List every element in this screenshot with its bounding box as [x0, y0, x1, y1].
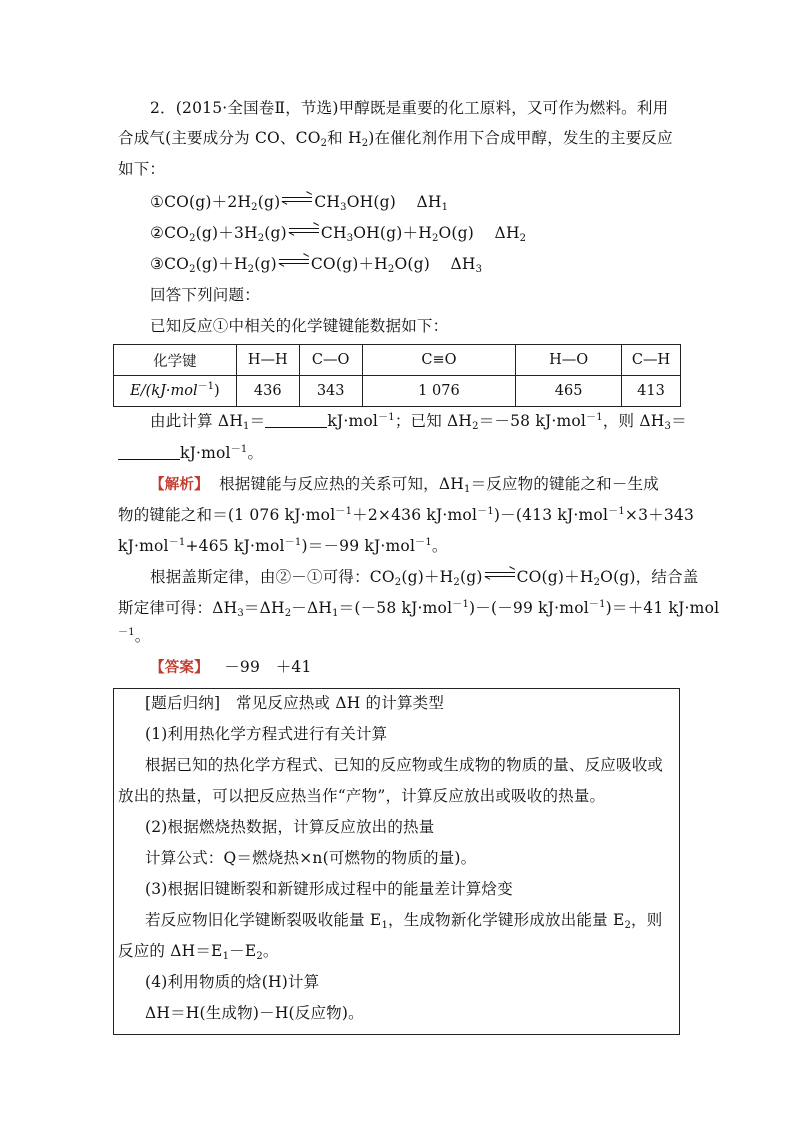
answer-tag: 【答案】: [150, 660, 209, 676]
table-row-label: E/(kJ·mol$^{-1}$): [114, 376, 237, 407]
equilibrium-arrow-icon: [289, 226, 319, 236]
summary-text: 根据已知的热化学方程式、已知的反应物或生成物的物质的量、反应吸收或: [145, 756, 664, 774]
summary-item-3: (3)根据旧键断裂和新键形成过程中的能量差计算焓变: [145, 880, 513, 898]
question-line-1: 2．(2015·全国卷Ⅱ，节选)甲醇既是重要的化工原料，又可作为燃料。利用: [150, 99, 669, 117]
table-cell: H—H: [236, 345, 299, 376]
table-cell: 343: [299, 376, 362, 407]
analysis-line-4: 根据盖斯定律，由②－①可得：$CO_2(g)+H_2(g)$ $CO(g)+H_2O(g)$，结合盖: [150, 568, 699, 588]
table-cell: C—O: [299, 345, 362, 376]
question-source: (2015·全国卷Ⅱ，节选): [175, 99, 339, 117]
table-header-label: 化学键: [114, 345, 237, 376]
bond-energy-table: [113, 344, 681, 407]
known-line: 已知反应①中相关的化学键键能数据如下：: [150, 317, 449, 335]
equilibrium-arrow-icon: [282, 195, 312, 205]
table-cell: H—O: [516, 345, 622, 376]
summary-text: 放出的热量，可以把反应热当作“产物”，计算反应放出或吸收的热量。: [118, 787, 606, 805]
table-cell: 436: [236, 376, 299, 407]
analysis-line-1: 【解析】 根据键能与反应热的关系可知，$\Delta H_1=$反应物的键能之和－生成: [150, 475, 659, 495]
summary-item-4: (4)利用物质的焓(H)计算: [145, 973, 320, 991]
answer-blank-2: [118, 443, 180, 460]
table-cell: 465: [516, 376, 622, 407]
table-cell: C—H: [622, 345, 681, 376]
reaction-1: $①CO(g)+2H_2(g)$ $CH_3OH(g)$ $\Delta H_1$: [150, 193, 449, 213]
summary-item-1: (1)利用热化学方程式进行有关计算: [145, 725, 388, 743]
summary-text: ΔH＝H(生成物)－H(反应物)。: [145, 1004, 364, 1022]
calc-line-2: kJ·mol$^{-1}$。: [118, 442, 263, 464]
table-cell: C≡O: [362, 345, 516, 376]
summary-title: [题后归纳] 常见反应热或 ΔH 的计算类型: [145, 694, 445, 712]
analysis-line-2: 物的键能之和＝(1 076 kJ·mol$^{-1}$＋2×436 kJ·mol$^{-1}$)－(413 kJ·mol$^{-1}$×3＋343: [118, 506, 695, 524]
analysis-line-6: $^{-1}$。: [118, 627, 151, 645]
table-row: [114, 345, 681, 376]
reaction-3: $③CO_2(g)+H_2(g)$ $CO(g)+H_2O(g)$ $\Delta H_3$: [150, 255, 483, 275]
answer-line: [150, 656, 312, 679]
question-number: 2．: [150, 99, 176, 117]
table-cell: 413: [622, 376, 681, 407]
ask-line: 回答下列问题：: [150, 286, 260, 304]
table-cell: 1 076: [362, 376, 516, 407]
answer-blank-1: [265, 411, 327, 428]
table-row: [114, 376, 681, 407]
analysis-line-3: kJ·mol$^{-1}$+465 kJ·mol$^{-1}$)＝－99 kJ·mol$^{-1}$。: [118, 537, 448, 555]
reaction-2: $②CO_2(g)+3H_2(g)$ $CH_3OH(g)+H_2O(g)$ $\Delta H_2$: [150, 224, 527, 244]
summary-text: 若反应物旧化学键断裂吸收能量 $E_1$，生成物新化学键形成放出能量 $E_2$，则: [145, 911, 663, 931]
equilibrium-arrow-icon: [279, 257, 309, 267]
summary-text: 计算公式：Q＝燃烧热×n(可燃物的物质的量)。: [145, 849, 477, 867]
answer-value: －99 ＋41: [224, 658, 312, 676]
summary-item-2: (2)根据燃烧热数据，计算反应放出的热量: [145, 818, 435, 836]
summary-text: 反应的 $\Delta H=E_1-E_2$。: [118, 942, 279, 962]
analysis-line-5: 斯定律可得：$\Delta H_3=\Delta H_2-\Delta H_1=(-58$ kJ·mol$^{-1}$)－(－99 kJ·mol$^{-1}$)＝＋41 kJ·mol: [118, 599, 720, 619]
calc-line-1: 由此计算 $\Delta H_1= kJ\cdot mol^{-1}$；已知 $\Delta H_2=-58$ kJ·mol$^{-1}$，则 $\Delta H_3=$: [150, 412, 687, 432]
equilibrium-arrow-icon: [485, 570, 515, 580]
analysis-tag: 【解析】: [150, 477, 209, 493]
question-line-2: 合成气(主要成分为 CO、$CO_2$和 $H_2$)在催化剂作用下合成甲醇，发生的主要反应: [118, 129, 673, 149]
question-line-3: 如下：: [118, 160, 166, 178]
